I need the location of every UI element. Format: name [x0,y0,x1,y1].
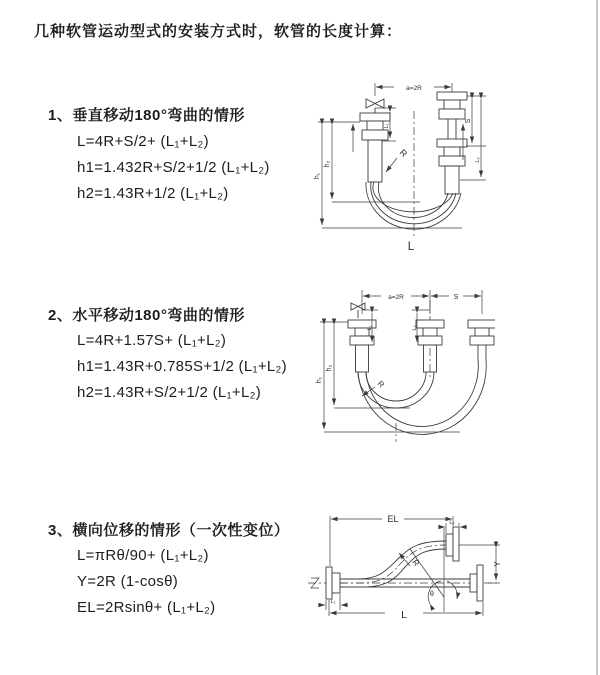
hose-u-bend-arcs [366,182,461,229]
section-1-heading: 1、垂直移动180°弯曲的情形 [48,107,245,124]
dim-l1-label: L₁ [367,325,373,331]
section-2-heading: 2、水平移动180°弯曲的情形 [48,307,245,324]
diagram-vertical-180-bend [308,70,504,262]
hose-s-curve [340,541,446,587]
dimension-a-2r [362,290,482,314]
length-label: L [407,241,415,253]
radius-callout [386,147,410,172]
dimension-l1 [318,594,348,610]
top-flange [446,527,459,561]
dim-s-label: S [465,118,472,124]
braided-hose-section [445,166,459,194]
braided-hose-section [368,140,382,182]
scan-edge-line [596,0,598,675]
formula-length-1: L=4R+S/2+ (L₁+L₂) [77,133,209,150]
diagram-lateral-displacement [303,508,510,630]
dim-l-label: L [401,609,407,621]
valve-icon [366,99,384,113]
dim-l2-label: L₂ [412,325,418,331]
dimension-l [329,600,483,621]
dim-l2-label: L₂ [449,520,455,526]
angle-theta [428,581,457,604]
right-flange [470,565,483,601]
left-pipe-flange [360,113,390,182]
braided-hose-section [356,345,369,372]
section-3-heading: 3、横向位移的情形（一次性变位） [48,522,290,539]
dim-h1-label: h₁ [316,376,323,384]
dim-l1-label: L₁ [330,599,336,605]
dimension-el [330,514,453,566]
formula-h2-2: h2=1.43R+S/2+1/2 (L₁+L₂) [77,384,262,401]
dim-a-label: a=2R [406,85,422,92]
radius-label: R [410,557,422,568]
formula-el-3: EL=2Rsinθ+ (L₁+L₂) [77,599,216,616]
dim-s-label: S [453,294,459,301]
hose-u-bend-arcs [358,360,486,434]
formula-length-2: L=4R+1.57S+ (L₁+L₂) [77,332,227,349]
dim-a-label: a=2R [388,294,404,301]
radius-label: R [397,147,410,160]
page-title: 几种软管运动型式的安装方式时，软管的长度计算： [34,23,403,40]
dimension-l2 [438,520,467,533]
right-pipe-flange [468,320,495,360]
radius-callout [362,379,386,396]
dim-l2-label: L₂ [475,157,481,163]
formula-length-3: L=πRθ/90+ (L₁+L₂) [77,547,209,564]
right-pipe-flange [437,92,467,194]
left-flange [326,567,340,599]
valve-icon [351,303,365,318]
dim-h2-label: h₂ [326,364,333,372]
dim-y-label: Y [493,561,502,567]
dim-h1-label: h₁ [314,172,321,180]
angle-theta-label: θ [430,591,434,598]
dim-l1-label: L₁ [384,123,390,129]
formula-y-3: Y=2R (1-cosθ) [77,573,179,590]
formula-h2-1: h2=1.43R+1/2 (L₁+L₂) [77,185,229,202]
dim-el-label: EL [387,514,399,524]
radius-label: R [375,379,387,390]
dim-h2-label: h₂ [324,160,331,168]
diagram-horizontal-180-bend [313,283,495,451]
radius-line [410,549,444,597]
formula-h1-1: h1=1.432R+S/2+1/2 (L₁+L₂) [77,159,270,176]
formula-h1-2: h1=1.43R+0.785S+1/2 (L₁+L₂) [77,358,287,375]
